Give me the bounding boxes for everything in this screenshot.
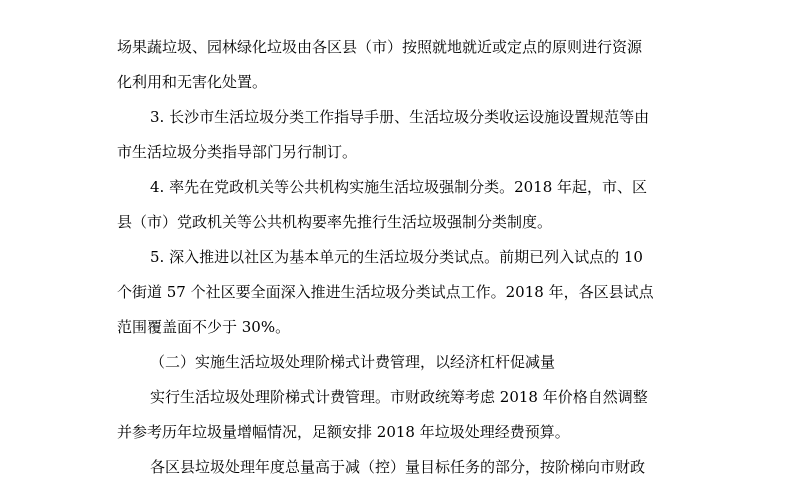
text-line-13: 各区县垃圾处理年度总量高于减（控）量目标任务的部分，按阶梯向市财政 <box>150 458 646 476</box>
text-line-7: 5. 深入推进以社区为基本单元的生活垃圾分类试点。前期已列入试点的 10 <box>150 248 643 266</box>
text-line-9: 范围覆盖面不少于 30%。 <box>117 318 291 336</box>
text-line-2: 化利用和无害化处置。 <box>117 73 268 91</box>
text-line-1: 场果蔬垃圾、园林绿化垃圾由各区县（市）按照就地就近或定点的原则进行资源 <box>117 38 643 56</box>
text-line-3: 3. 长沙市生活垃圾分类工作指导手册、生活垃圾分类收运设施设置规范等由 <box>150 108 650 126</box>
text-line-11: 实行生活垃圾处理阶梯式计费管理。市财政统筹考虑 2018 年价格自然调整 <box>150 388 648 406</box>
text-line-5: 4. 率先在党政机关等公共机构实施生活垃圾强制分类。2018 年起，市、区 <box>150 178 648 196</box>
section-heading-line: （二）实施生活垃圾处理阶梯式计费管理，以经济杠杆促减量 <box>150 353 556 371</box>
text-line-8: 个街道 57 个社区要全面深入推进生活垃圾分类试点工作。2018 年，各区县试点 <box>117 283 654 301</box>
text-line-6: 县（市）党政机关等公共机构要率先推行生活垃圾强制分类制度。 <box>117 213 553 231</box>
text-line-12: 并参考历年垃圾量增幅情况，足额安排 2018 年垃圾处理经费预算。 <box>117 423 570 441</box>
text-line-4: 市生活垃圾分类指导部门另行制订。 <box>117 143 358 161</box>
